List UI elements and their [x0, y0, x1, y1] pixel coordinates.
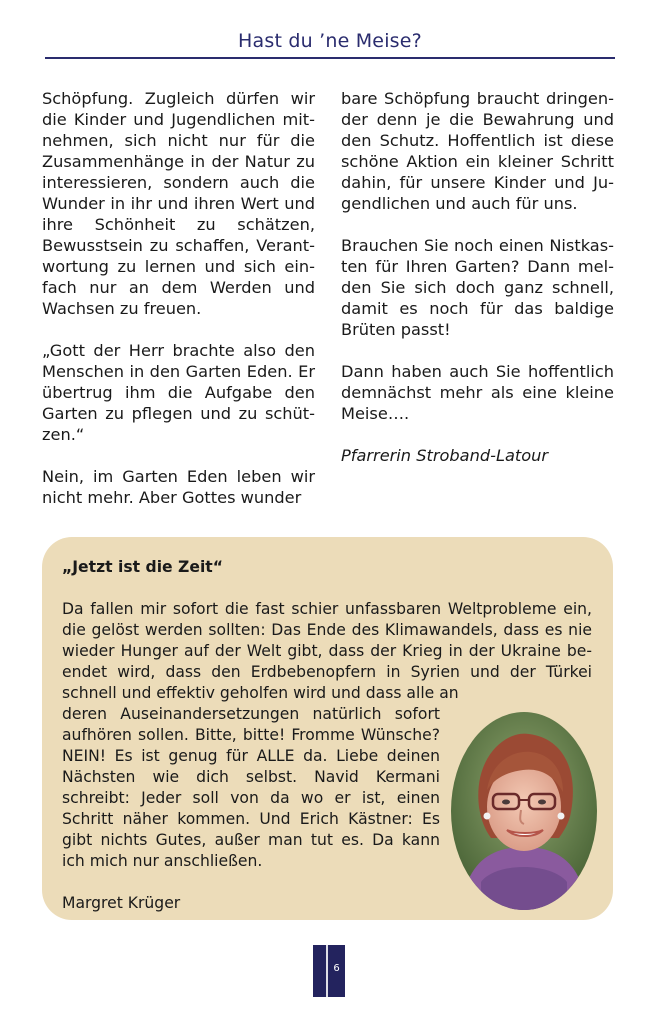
page-number: 6 — [333, 963, 340, 974]
testimonial-title: „Jetzt ist die Zeit“ — [62, 558, 223, 576]
header-divider — [45, 57, 615, 59]
testimonial-paragraph-continued: deren Auseinandersetzungen natürlich sofort aufhören sollen. Bitte, bitte! Fromme Wünsche? NEIN! Es ist genug für ALLE da. Liebe deinen Nächsten wie dich selbst. Navid Kermani schreibt: Jeder soll von da wo er ist, einen Schritt näher kommen. Und Erich Kästner: Es gibt nichts Gutes, außer man tut es. Da kann ich mich nur anschließen. — [62, 705, 440, 870]
testimonial-paragraph: Da fallen mir sofort die fast schier unfassbaren Weltprobleme ein, die gelöst werden sollten: Das Ende des Klimawandels, dass es nie wieder Hunger auf der Welt gibt, dass der Krieg in der Ukraine beendet wird, dass den Erdbebenopfern in Syrien und der Türkei schnell und effektiv geholfen wird und dass alle an — [62, 600, 592, 702]
page-number-marker — [313, 945, 345, 997]
article-paragraph: Dann haben auch Sie hoffentlich demnächst mehr als eine kleine Meise…. — [341, 362, 614, 423]
author-portrait-photo — [451, 712, 597, 910]
page-header-title: Hast du ’ne Meise? — [238, 30, 422, 52]
article-paragraph: Brauchen Sie noch einen Nistkasten für Ihren Garten? Dann melden Sie sich doch ganz schnell, damit es noch für das baldige Brüten passt! — [341, 236, 614, 339]
article-paragraph: Schöpfung. Zugleich dürfen wir die Kinder und Jugendlichen mitnehmen, sich nicht nur für die Zusammenhänge in der Natur zu interessieren, sondern auch die Wunder in ihr und ihren Wert und ihre Schönheit zu schätzen, Bewusstsein zu schaffen, Verantwortung zu lernen und sich einfach nur an dem Werden und Wachsen zu freuen. — [42, 89, 315, 318]
article-left-column — [42, 88, 315, 508]
article-paragraph: Nein, im Garten Eden leben wir nicht mehr. Aber Gottes wunder — [42, 467, 315, 507]
testimonial-author: Margret Krüger — [62, 894, 181, 912]
article-right-column — [341, 88, 614, 466]
article-signature: Pfarrerin Stroband-Latour — [341, 446, 549, 465]
article-paragraph: bare Schöpfung braucht dringender denn je die Bewahrung und den Schutz. Hoffentlich ist diese schöne Aktion ein kleiner Schritt dahin, für unsere Kinder und Jugendlichen und auch für uns. — [341, 89, 614, 213]
article-quote: „Gott der Herr brachte also den Menschen in den Garten Eden. Er übertrug ihm die Aufgabe den Garten zu pflegen und zu schützen.“ — [42, 341, 315, 444]
